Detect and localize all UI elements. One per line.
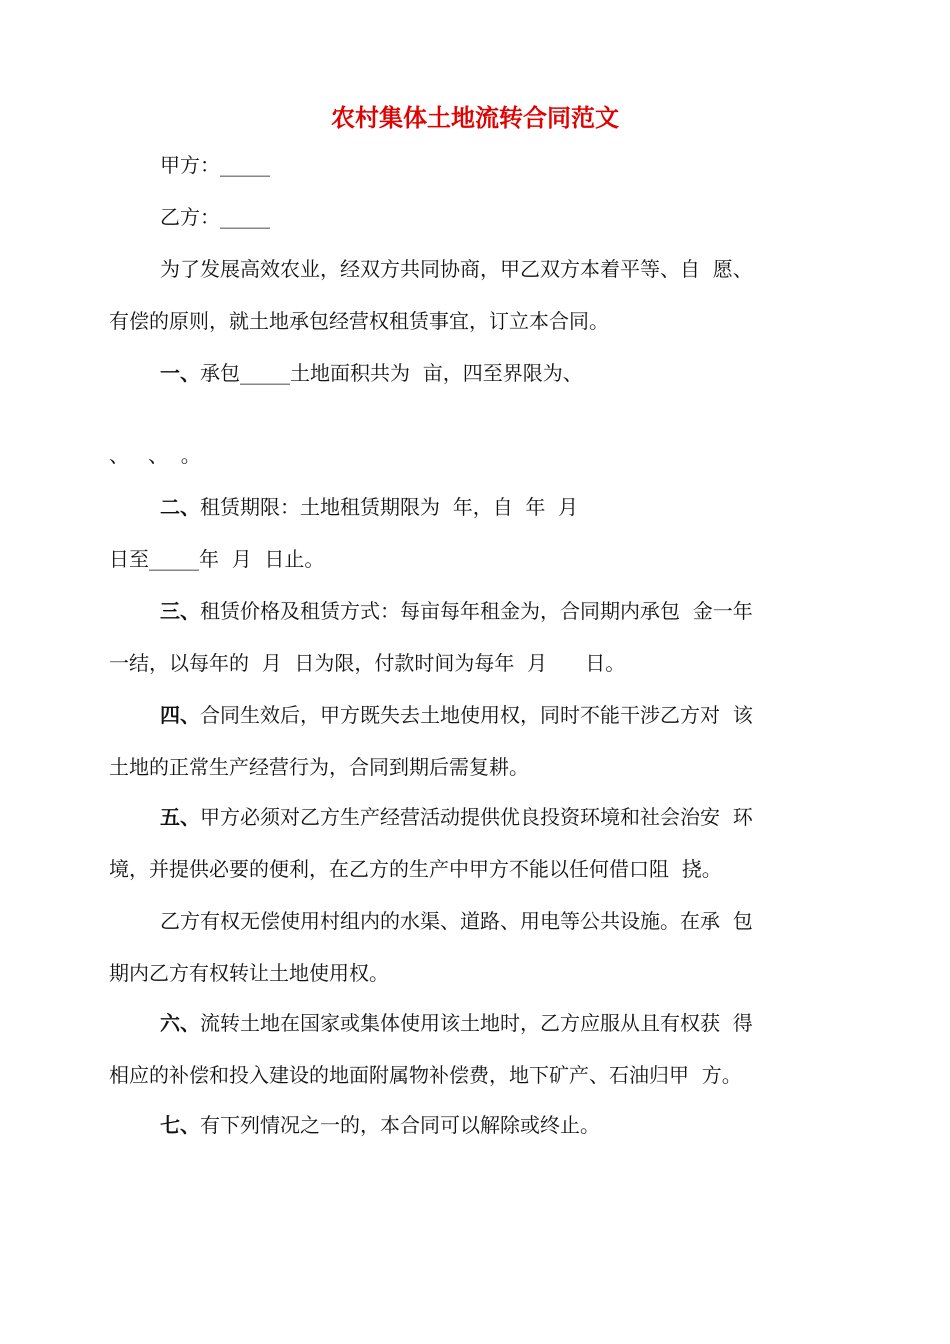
clause-2-line-2: [109, 544, 324, 574]
clause-4-text-2: 土地的正常生产经营行为，合同到期后需复耕。: [109, 755, 529, 779]
clause-1-line-2: [109, 440, 201, 470]
party-a-text: 甲方：_____: [160, 153, 270, 177]
party-a-line: [160, 150, 270, 180]
clause-5-text-3: 乙方有权无偿使用村组内的水渠、道路、用电等公共设施。在承 包: [160, 909, 753, 933]
clause-3-text-2: 一结，以每年的 月 日为限，付款时间为每年 月 日。: [109, 651, 626, 675]
clause-2-text-1: 租赁期限：土地租赁期限为 年，自 年 月: [200, 495, 579, 519]
clause-6-number: 六、: [160, 1011, 200, 1035]
clause-6-text-1: 流转土地在国家或集体使用该土地时，乙方应服从且有权获 得: [200, 1011, 753, 1035]
preamble-text-2: 有偿的原则，就土地承包经营权租赁事宜，订立本合同。: [109, 309, 609, 333]
clause-6-line-1: [160, 1008, 753, 1038]
clause-1-text-2: 、 、 。: [109, 443, 201, 467]
clause-3-line-2: [109, 648, 625, 678]
clause-5-number: 五、: [160, 805, 200, 829]
clause-1-line-1: [160, 358, 583, 388]
clause-4-line-1: [160, 700, 753, 730]
clause-6-line-2: [109, 1060, 742, 1090]
clause-3-number: 三、: [160, 599, 200, 623]
party-b-text: 乙方：_____: [160, 205, 270, 229]
preamble-line-1: [160, 254, 753, 284]
preamble-text-1: 为了发展高效农业，经双方共同协商，甲乙双方本着平等、自 愿、: [160, 257, 753, 281]
clause-4-text-1: 合同生效后，甲方既失去土地使用权，同时不能干涉乙方对 该: [200, 703, 753, 727]
clause-6-text-2: 相应的补偿和投入建设的地面附属物补偿费，地下矿产、石油归甲 方。: [109, 1063, 742, 1087]
clause-7-text-1: 有下列情况之一的，本合同可以解除或终止。: [200, 1113, 600, 1137]
clause-4-number: 四、: [160, 703, 200, 727]
clause-5-line-3: [160, 906, 753, 936]
clause-5-line-2: [109, 854, 722, 884]
preamble-line-2: [109, 306, 609, 336]
clause-7-number: 七、: [160, 1113, 200, 1137]
clause-1-number: 一、: [160, 361, 200, 385]
party-b-line: [160, 202, 270, 232]
clause-5-line-4: [109, 958, 389, 988]
clause-3-line-1: [160, 596, 753, 626]
clause-1-text-1: 承包_____土地面积共为 亩，四至界限为、: [200, 361, 583, 385]
clause-5-text-4: 期内乙方有权转让土地使用权。: [109, 961, 389, 985]
clause-2-number: 二、: [160, 495, 200, 519]
clause-2-line-1: [160, 492, 578, 522]
clause-5-text-2: 境，并提供必要的便利，在乙方的生产中甲方不能以任何借口阻 挠。: [109, 857, 722, 881]
clause-7-line-1: [160, 1110, 600, 1140]
clause-2-text-2: 日至_____年 月 日止。: [109, 547, 325, 571]
clause-3-text-1: 租赁价格及租赁方式：每亩每年租金为，合同期内承包 金一年: [200, 599, 753, 623]
clause-4-line-2: [109, 752, 529, 782]
clause-5-text-1: 甲方必须对乙方生产经营活动提供优良投资环境和社会治安 环: [200, 805, 753, 829]
document-title: 农村集体土地流转合同范文: [331, 103, 619, 132]
clause-5-line-1: [160, 802, 753, 832]
